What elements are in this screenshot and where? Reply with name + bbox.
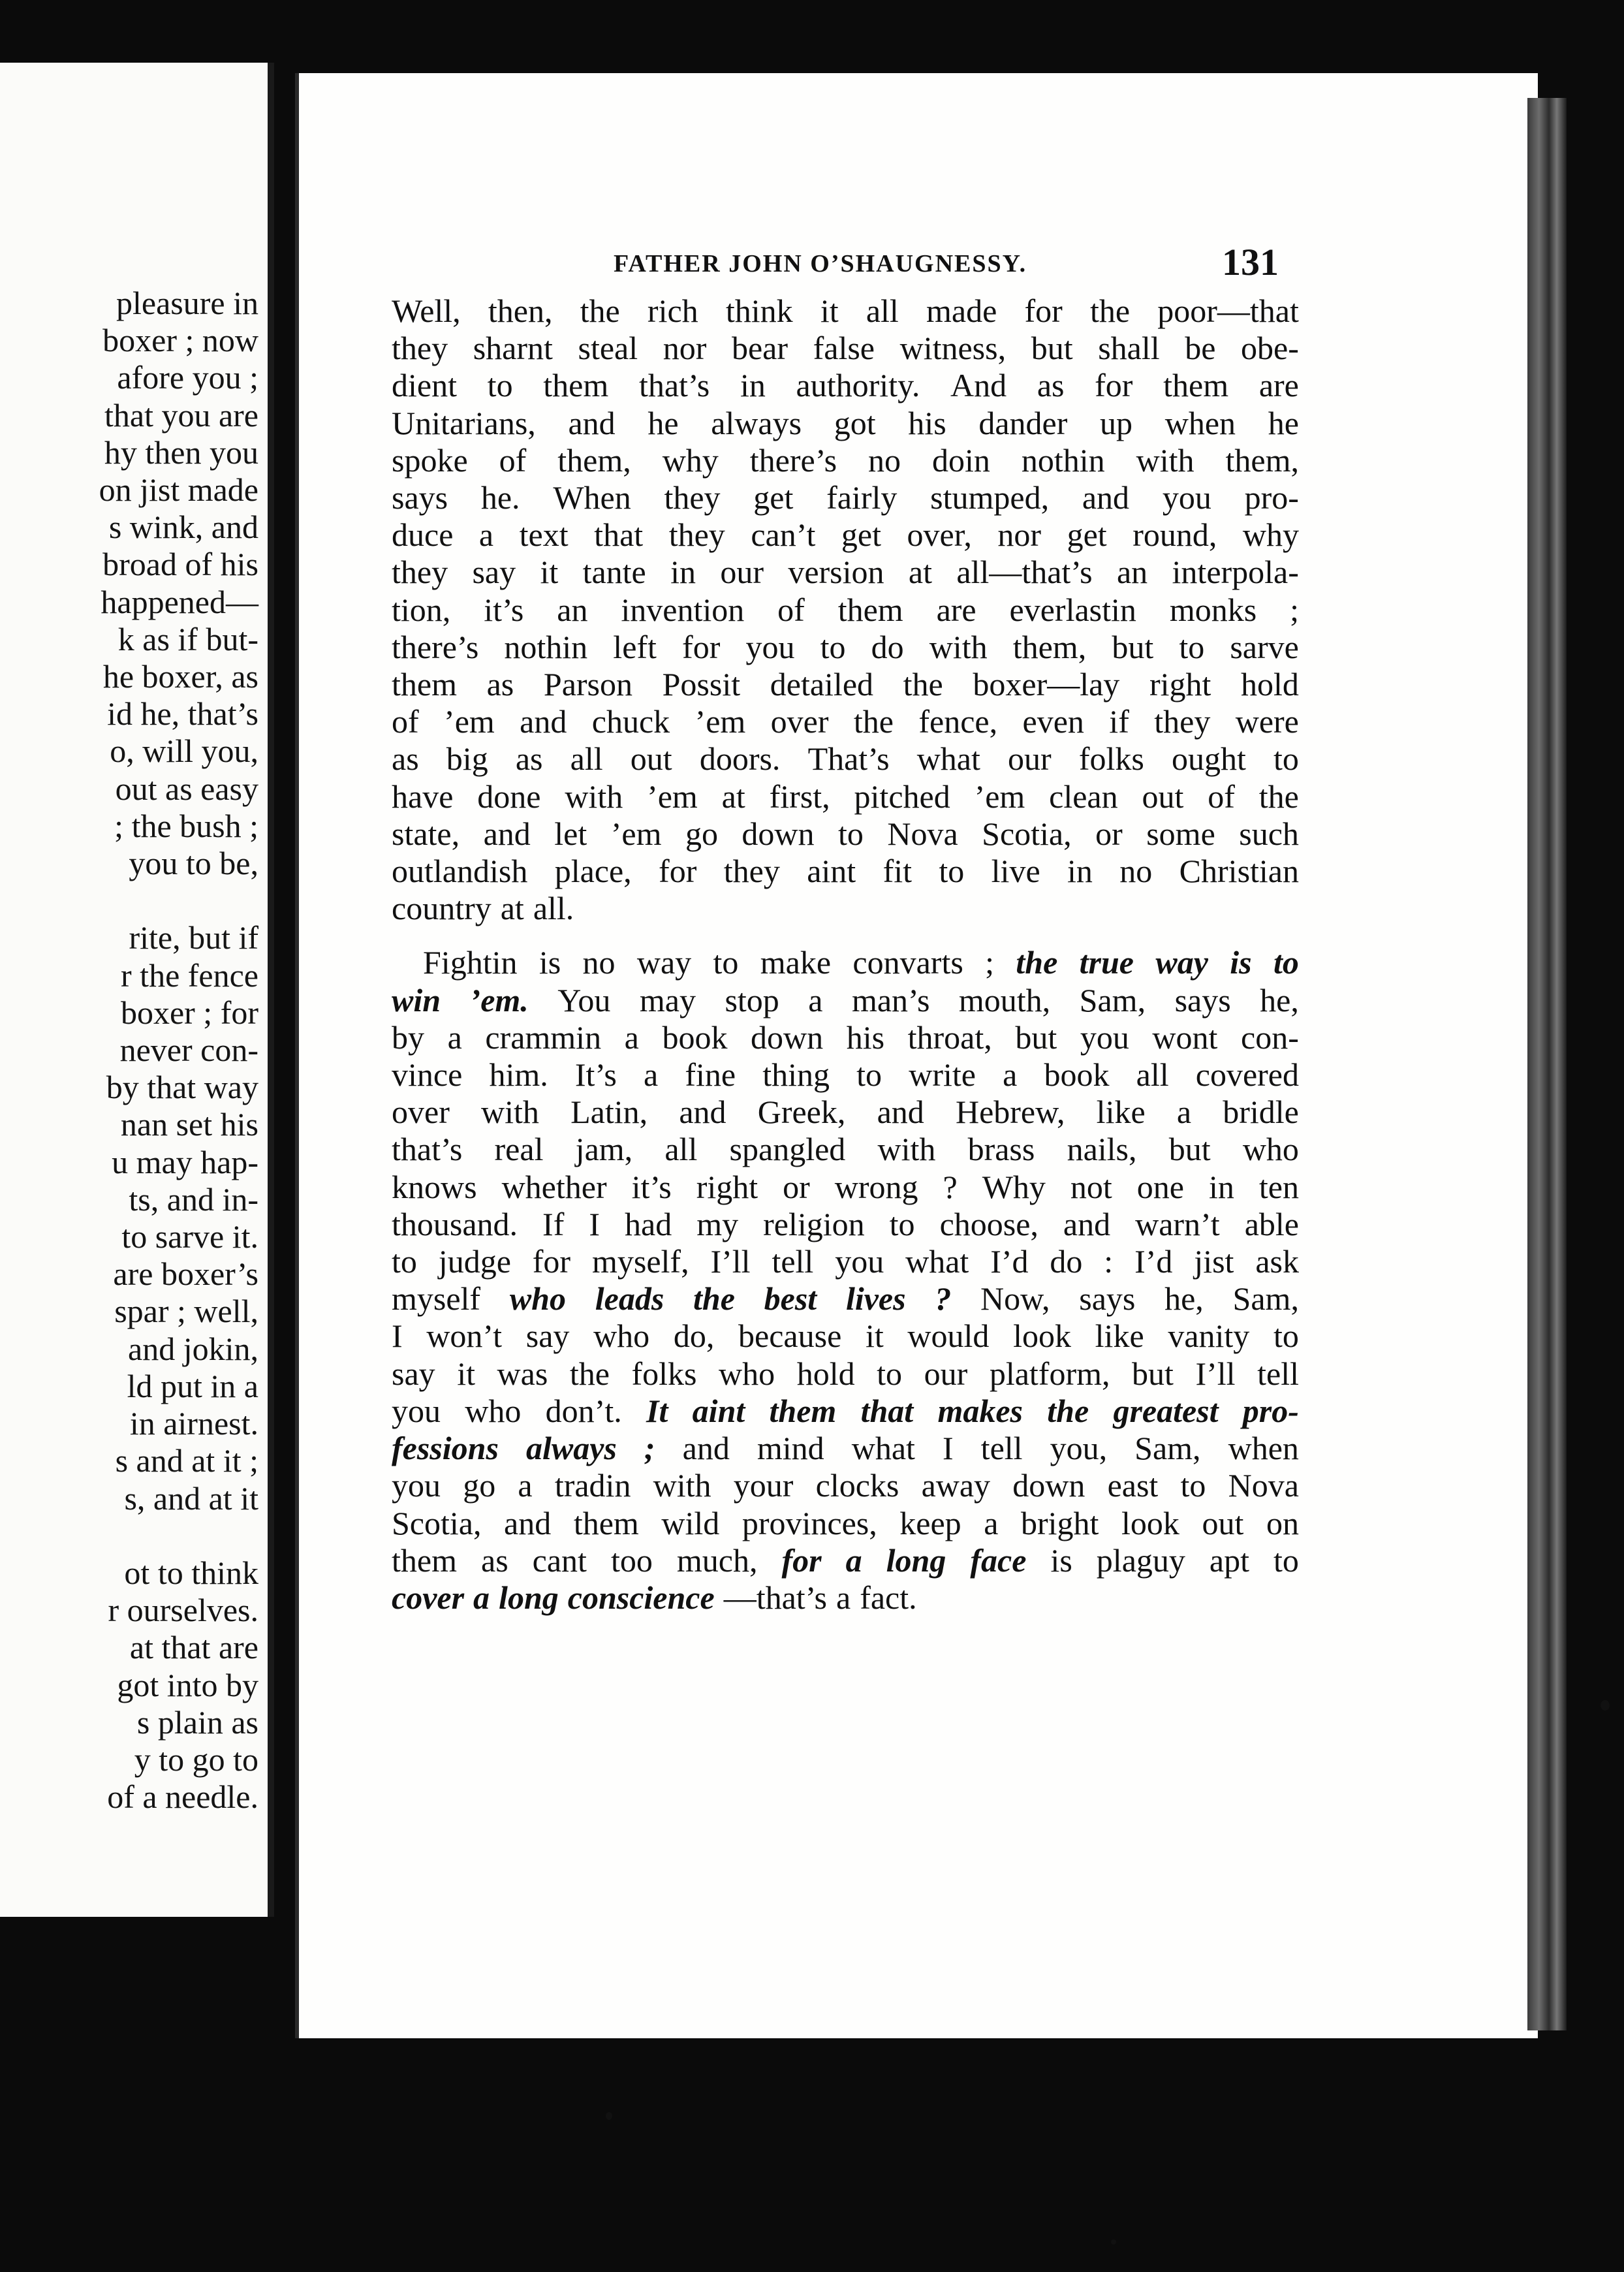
facing-line: and jokin, xyxy=(128,1330,258,1367)
text-line: cover a long conscience —that’s a fact. xyxy=(392,1579,917,1616)
text-line: as big as all out doors. That’s what our folks ought to xyxy=(392,740,1299,778)
text-line: Scotia, and them wild provinces, keep a bright look out on xyxy=(392,1504,1299,1541)
text-line: spoke of them, why there’s no doin nothin with them, xyxy=(392,441,1299,479)
ink-speck xyxy=(606,2112,612,2120)
text-line: thousand. If I had my religion to choose, and warn’t able xyxy=(392,1205,1299,1242)
facing-line: o, will you, xyxy=(110,733,258,770)
facing-line: at that are xyxy=(129,1629,258,1666)
text-line: Fightin is no way to make convarts ; the true way is to xyxy=(423,944,1299,981)
facing-line xyxy=(99,882,258,919)
facing-line: rite, but if xyxy=(129,919,258,956)
text-line: win ’em. You may stop a man’s mouth, Sam, says he, xyxy=(392,981,1299,1018)
facing-line: y to go to xyxy=(134,1741,258,1778)
facing-line: s, and at it xyxy=(124,1479,258,1517)
facing-page-left xyxy=(0,63,274,1917)
text-line: they say it tante in our version at all—that’s an interpola- xyxy=(392,554,1299,591)
text-line: myself who leads the best lives ? Now, says he, Sam, xyxy=(392,1280,1299,1317)
text-line: you who don’t. It aint them that makes the greatest pro- xyxy=(392,1392,1299,1429)
paragraph-1 xyxy=(392,292,1299,927)
text-line: fessions always ; and mind what I tell you, Sam, when xyxy=(392,1430,1299,1467)
text-line: over with Latin, and Greek, and Hebrew, like a bridle xyxy=(392,1094,1299,1131)
text-line: tion, it’s an invention of them are everlastin monks ; xyxy=(392,591,1299,628)
facing-line: out as easy xyxy=(115,770,258,807)
body-text xyxy=(392,292,1299,1617)
text-line: by a crammin a book down his throat, but you wont con- xyxy=(392,1018,1299,1056)
text-line: outlandish place, for they aint fit to live in no Christian xyxy=(392,853,1299,890)
paragraph-2 xyxy=(392,944,1299,1617)
text-line: says he. When they get fairly stumped, and you pro- xyxy=(392,479,1299,516)
facing-line: you to be, xyxy=(129,845,258,882)
facing-line xyxy=(99,1517,258,1554)
facing-line: id he, that’s xyxy=(107,695,258,733)
text-line: them as cant too much, for a long face is plaguy apt to xyxy=(392,1541,1299,1579)
facing-line: r ourselves. xyxy=(108,1592,258,1629)
facing-line: by that way xyxy=(106,1069,258,1106)
facing-line: ; the bush ; xyxy=(114,807,258,844)
text-line: Unitarians, and he always got his dander up when he xyxy=(392,404,1299,441)
facing-line: u may hap- xyxy=(112,1143,258,1180)
text-line: they sharnt steal nor bear false witness, but shall be obe- xyxy=(392,330,1299,367)
facing-line: spar ; well, xyxy=(114,1293,258,1330)
facing-line: pleasure in xyxy=(116,285,258,321)
text-line: have done with ’em at first, pitched ’em clean out of the xyxy=(392,778,1299,815)
facing-line: nan set his xyxy=(120,1106,258,1143)
facing-line: of a needle. xyxy=(107,1778,258,1816)
running-title: FATHER JOHN O’SHAUGNESSY. xyxy=(614,250,1027,277)
page-edge-stack xyxy=(1527,98,1567,2030)
ink-speck xyxy=(1601,1700,1610,1711)
facing-line: r the fence xyxy=(121,956,258,994)
facing-line: boxer ; for xyxy=(120,994,258,1031)
text-line: say it was the folks who hold to our platform, but I’ll tell xyxy=(392,1355,1299,1392)
facing-line: happened— xyxy=(101,583,258,620)
text-line: that’s real jam, all spangled with brass nails, but who xyxy=(392,1131,1299,1168)
facing-line: k as if but- xyxy=(117,620,258,657)
facing-line: afore you ; xyxy=(117,359,258,396)
facing-line: to sarve it. xyxy=(121,1218,258,1255)
running-head xyxy=(320,175,1299,283)
text-line: duce a text that they can’t get over, nor get round, why xyxy=(392,516,1299,554)
facing-page-text xyxy=(99,285,258,1816)
ink-speck xyxy=(1111,2239,1116,2245)
facing-line: s wink, and xyxy=(108,509,258,546)
text-line: country at all. xyxy=(392,890,574,927)
text-line: vince him. It’s a fine thing to write a book all covered xyxy=(392,1056,1299,1094)
facing-line: that you are xyxy=(104,396,258,434)
text-line: them as Parson Possit detailed the boxer—lay right hold xyxy=(392,666,1299,703)
text-line: there’s nothin left for you to do with them, but to sarve xyxy=(392,628,1299,665)
facing-line: on jist made xyxy=(99,471,258,509)
page-number: 131 xyxy=(1222,241,1279,283)
text-line: I won’t say who do, because it would look like vanity to xyxy=(392,1317,1299,1355)
text-line: to judge for myself, I’ll tell you what I’d do : I’d jist ask xyxy=(392,1243,1299,1280)
facing-line: broad of his xyxy=(102,546,258,583)
text-line: state, and let ’em go down to Nova Scotia, or some such xyxy=(392,815,1299,852)
facing-line: ts, and in- xyxy=(129,1180,258,1218)
facing-line: boxer ; now xyxy=(102,322,258,359)
text-line: of ’em and chuck ’em over the fence, even if they were xyxy=(392,703,1299,740)
facing-line: hy then you xyxy=(104,434,258,471)
text-line: dient to them that’s in authority. And as for them are xyxy=(392,367,1299,404)
text-line: you go a tradin with your clocks away down east to Nova xyxy=(392,1467,1299,1504)
facing-line: s plain as xyxy=(136,1703,258,1741)
text-line: Well, then, the rich think it all made for the poor—that xyxy=(392,292,1299,329)
text-line: knows whether it’s right or wrong ? Why not one in ten xyxy=(392,1168,1299,1205)
facing-line: ld put in a xyxy=(127,1367,258,1404)
facing-line: ot to think xyxy=(124,1554,258,1591)
facing-line: s and at it ; xyxy=(115,1442,258,1479)
facing-line: got into by xyxy=(117,1666,258,1703)
facing-line: never con- xyxy=(119,1032,258,1069)
facing-line: are boxer’s xyxy=(113,1255,258,1293)
facing-line: he boxer, as xyxy=(102,658,258,695)
facing-line: in airnest. xyxy=(129,1405,258,1442)
